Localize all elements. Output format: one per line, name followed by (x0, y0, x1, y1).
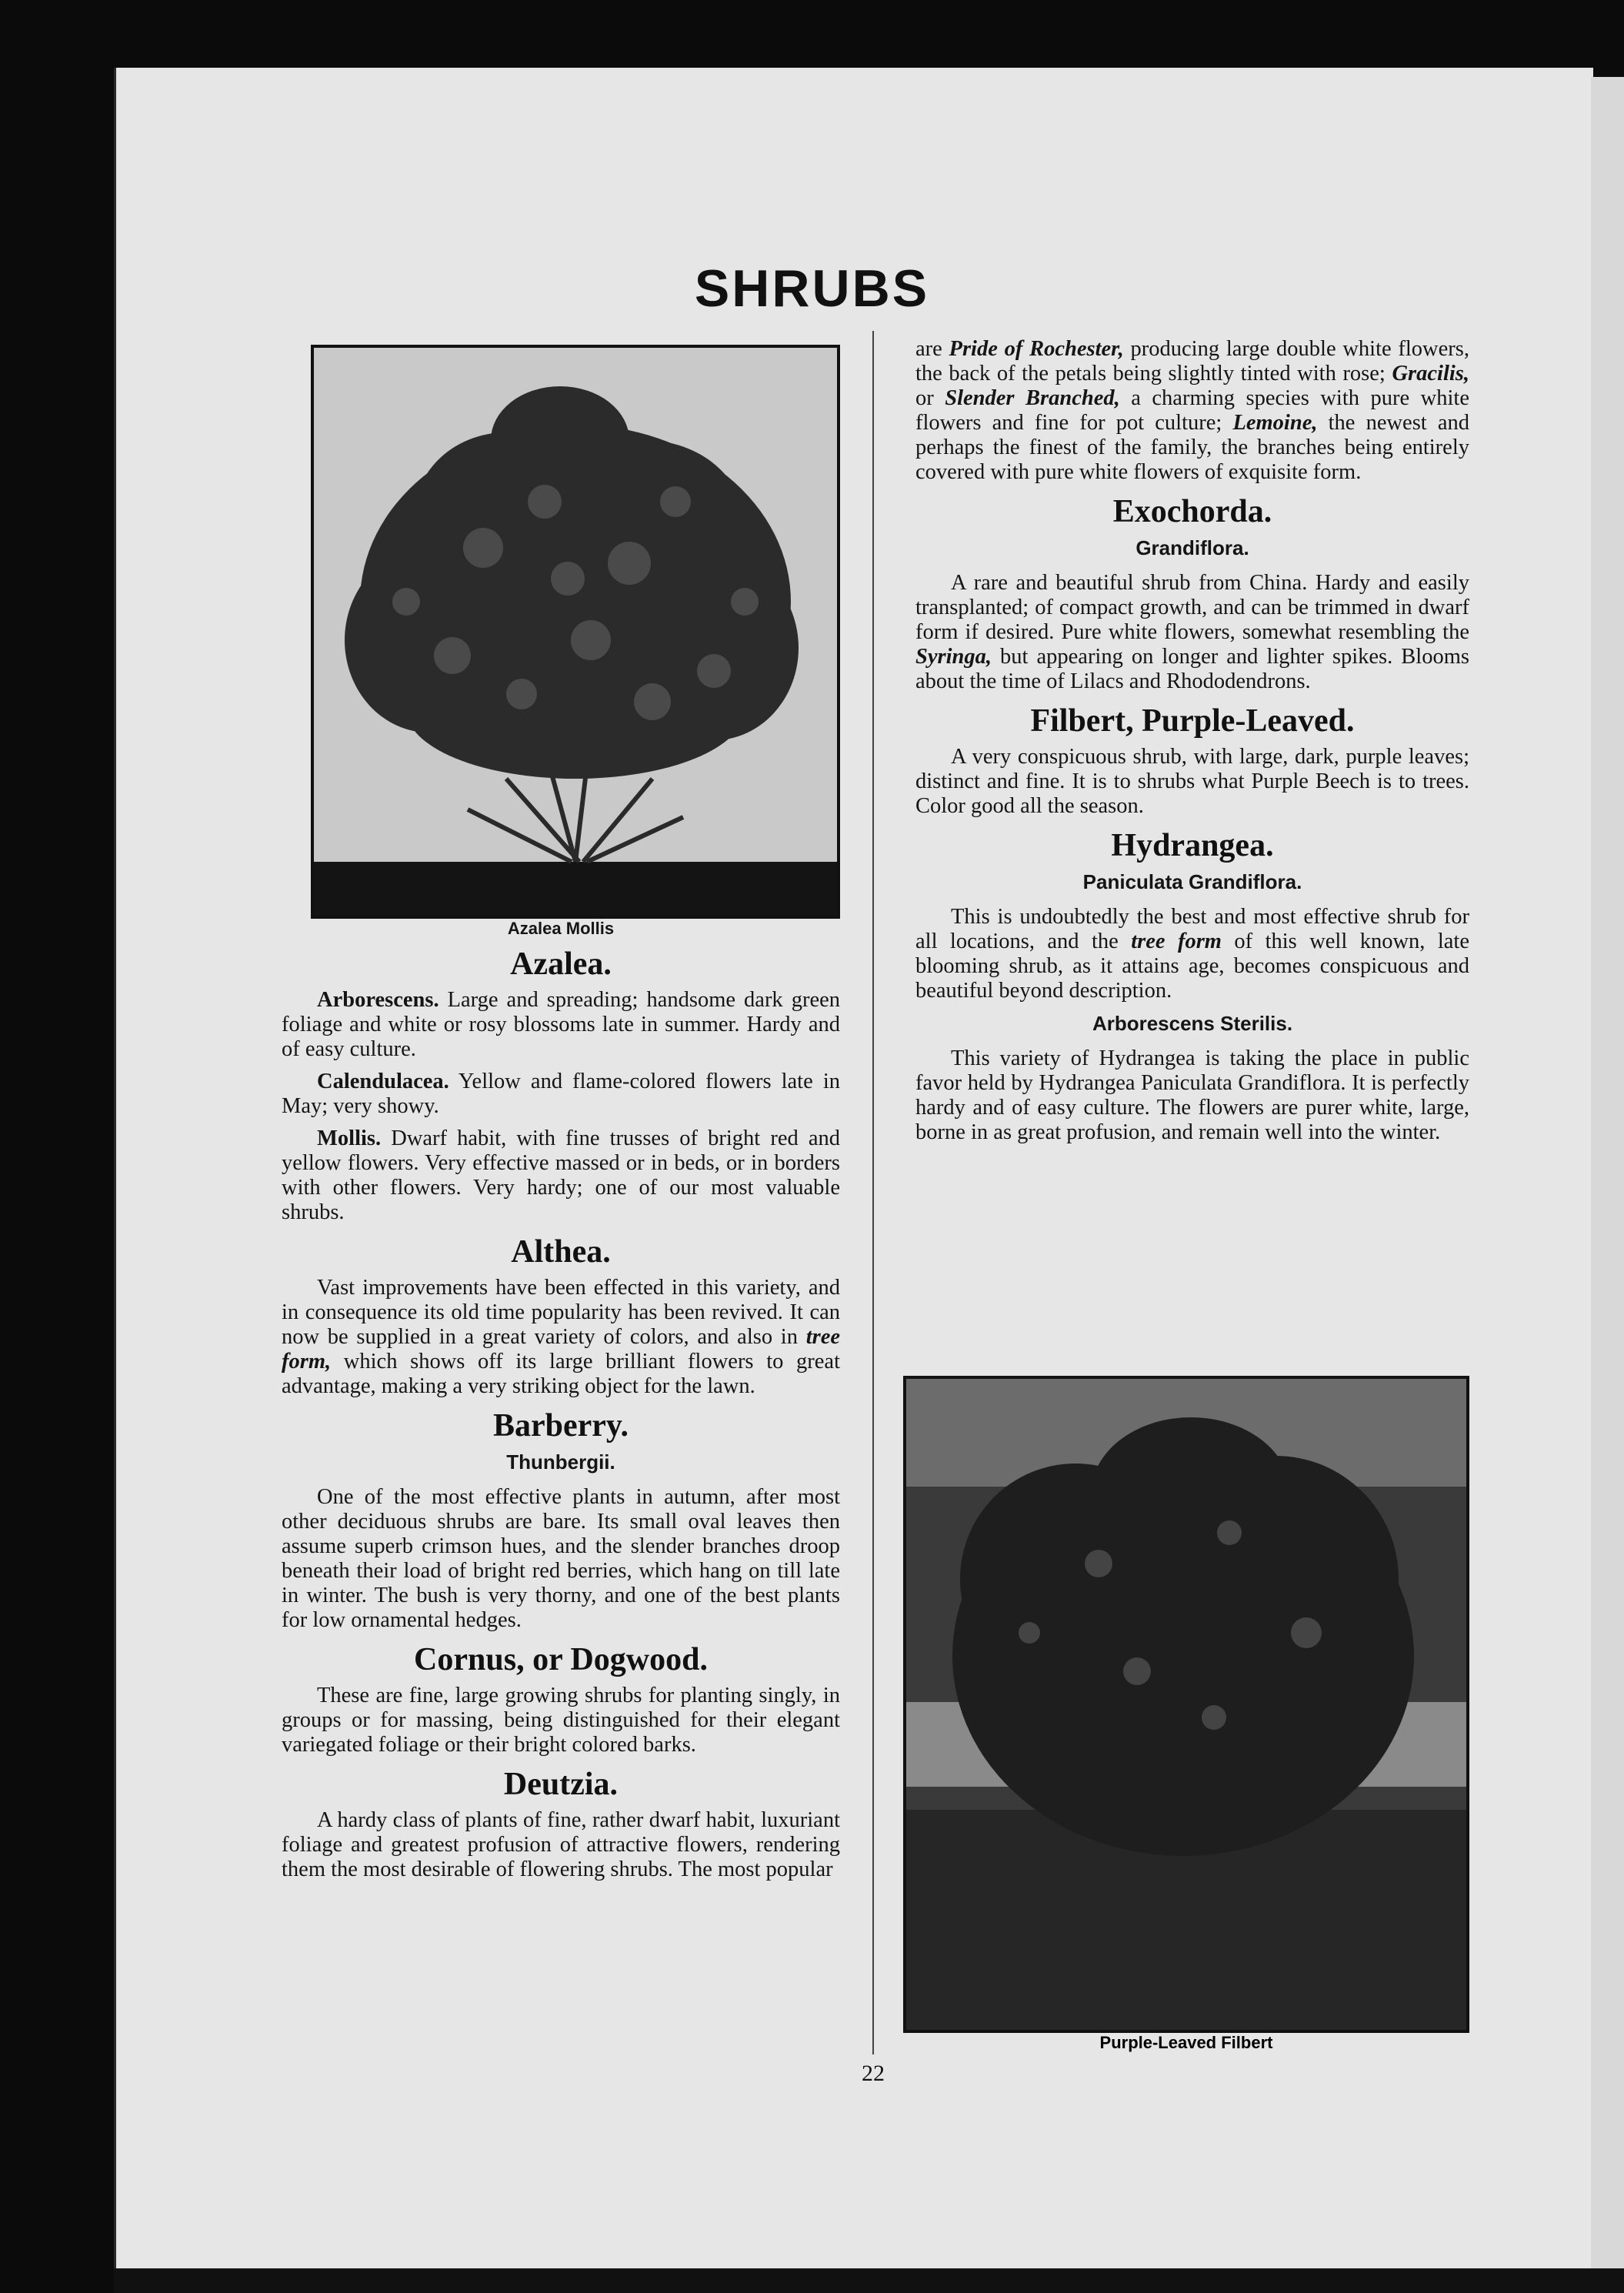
azalea-mollis-text: Dwarf habit, with fine trusses of bright red and yellow flowers. Very effective massed or in beds, or in borders with other flowers. Very hardy; one of our most valuable shrubs. (282, 1126, 840, 1224)
deutzia-pride-of-rochester: Pride of Rochester, (949, 337, 1124, 361)
hydrangea-heading: Hydrangea. (1111, 828, 1274, 863)
filbert-figure-caption: Purple-Leaved Filbert (1099, 2033, 1273, 2052)
cornus-heading: Cornus, or Dogwood. (414, 1642, 708, 1677)
left-column (282, 917, 840, 1890)
azalea-calendulacea-text: Yellow and flame-colored flowers late in May; very showy. (282, 1070, 840, 1118)
scan-border (114, 2268, 1624, 2293)
hydrangea-subheading: Paniculata Grandiflora. (1082, 870, 1302, 893)
hydrangea-text-2: of this well known, late blooming shrub, as it attains age, becomes conspicuous and beautiful beyond description. (915, 930, 1469, 1003)
exochorda-syringa: Syringa, (915, 645, 992, 669)
cornus-paragraph: These are fine, large growing shrubs for planting singly, in groups or for massing, being distinguished for their elegant variegated foliage or their bright colored barks. (282, 1684, 840, 1757)
next-page-edge (1591, 77, 1624, 2285)
althea-paragraph (282, 1276, 840, 1399)
deutzia-lemoine: Lemoine, (1232, 411, 1318, 435)
filbert-heading: Filbert, Purple-Leaved. (1030, 703, 1355, 739)
barberry-heading: Barberry. (492, 1408, 629, 1444)
azalea-arborescens-paragraph (282, 988, 840, 1062)
deutzia-cont-text-3: or (915, 386, 945, 410)
filbert-paragraph: A very conspicuous shrub, with large, dark, purple leaves; distinct and fine. It is to shrubs what Purple Beech is to trees. Color good all the season. (915, 745, 1469, 818)
page-number: 22 (862, 2061, 885, 2086)
exochorda-paragraph (915, 571, 1469, 694)
hydrangea-paragraph (915, 905, 1469, 1003)
deutzia-heading: Deutzia. (503, 1767, 619, 1802)
azalea-mollis-paragraph (282, 1126, 840, 1225)
azalea-arborescens-term: Arborescens. (317, 988, 439, 1012)
barberry-subheading: Thunbergii. (506, 1450, 615, 1474)
deutzia-cont-text-1: are (915, 337, 949, 361)
azalea-calendulacea-term: Calendulacea. (317, 1070, 449, 1093)
barberry-paragraph: One of the most effective plants in autumn, after most other deciduous shrubs are bare. Its small oval leaves then assume superb crimson hues, and the slender branches droop beneath their load of bright red berries, which hang on till late in winter. The bush is very thorny, and one of the best plants for low ornamental hedges. (282, 1485, 840, 1632)
deutzia-gracilis: Gracilis, (1392, 362, 1469, 386)
hydrangea-arborescens-paragraph: This variety of Hydrangea is taking the place in public favor held by Hydrangea Paniculata Grandiflora. It is perfectly hardy and of easy culture. The flowers are purer white, large, borne in as great profusion, and remain well into the winter. (915, 1046, 1469, 1144)
deutzia-continued-paragraph (915, 337, 1469, 485)
althea-heading: Althea. (511, 1234, 611, 1270)
deutzia-cont-text-5: the newest and perhaps the finest of the family, the branches being entirely covered with pure white flowers of exquisite form. (915, 411, 1470, 484)
exochorda-heading: Exochorda. (1112, 494, 1272, 529)
deutzia-paragraph: A hardy class of plants of fine, rather dwarf habit, luxuriant foliage and greatest profusion of attractive flowers, rendering them the most desirable of flowering shrubs. The most popular (282, 1808, 840, 1881)
althea-tree-form: tree form, (282, 1325, 840, 1373)
hydrangea-tree-form: tree form (1131, 930, 1222, 953)
filbert-photo-illustration (906, 1379, 1466, 2030)
hydrangea-text-1: This is undoubtedly the best and most effective shrub for all locations, and the (915, 905, 1469, 953)
althea-text-2: which shows off its large brilliant flowers to great advantage, making a very striking object for the lawn. (282, 1350, 840, 1398)
azalea-mollis-photo (311, 345, 840, 919)
azalea-figure-caption: Azalea Mollis (507, 919, 615, 938)
page-title: SHRUBS (694, 259, 930, 318)
hydrangea-subheading-2: Arborescens Sterilis. (1092, 1012, 1293, 1035)
althea-text-1: Vast improvements have been effected in this variety, and in consequence its old time popularity has been revived. It can now be supplied in a great variety of colors, and also in (282, 1276, 840, 1349)
exochorda-text-1: A rare and beautiful shrub from China. Hardy and easily transplanted; of compact growth, and can be trimmed in dwarf form if desired. Pure white flowers, somewhat resembling the (915, 571, 1469, 644)
column-divider (872, 331, 874, 2054)
exochorda-text-2: but appearing on longer and lighter spikes. Blooms about the time of Lilacs and Rhododendrons. (915, 645, 1469, 693)
right-column (915, 337, 1469, 1153)
purple-leaved-filbert-photo (903, 1376, 1469, 2033)
azalea-heading: Azalea. (510, 946, 612, 982)
azalea-mollis-term: Mollis. (317, 1126, 382, 1150)
deutzia-cont-text-4: a charming species with pure white flowers and fine for pot culture; (915, 386, 1469, 435)
azalea-arborescens-text: Large and spreading; handsome dark green foliage and white or rosy blossoms late in summer. Hardy and of easy culture. (282, 988, 840, 1061)
deutzia-slender-branched: Slender Branched, (945, 386, 1120, 410)
exochorda-subheading: Grandiflora. (1135, 536, 1249, 559)
azalea-calendulacea-paragraph (282, 1070, 840, 1119)
deutzia-cont-text-2: producing large double white flowers, the back of the petals being slightly tinted with rose; (915, 337, 1469, 386)
azalea-bush-illustration (314, 348, 837, 916)
